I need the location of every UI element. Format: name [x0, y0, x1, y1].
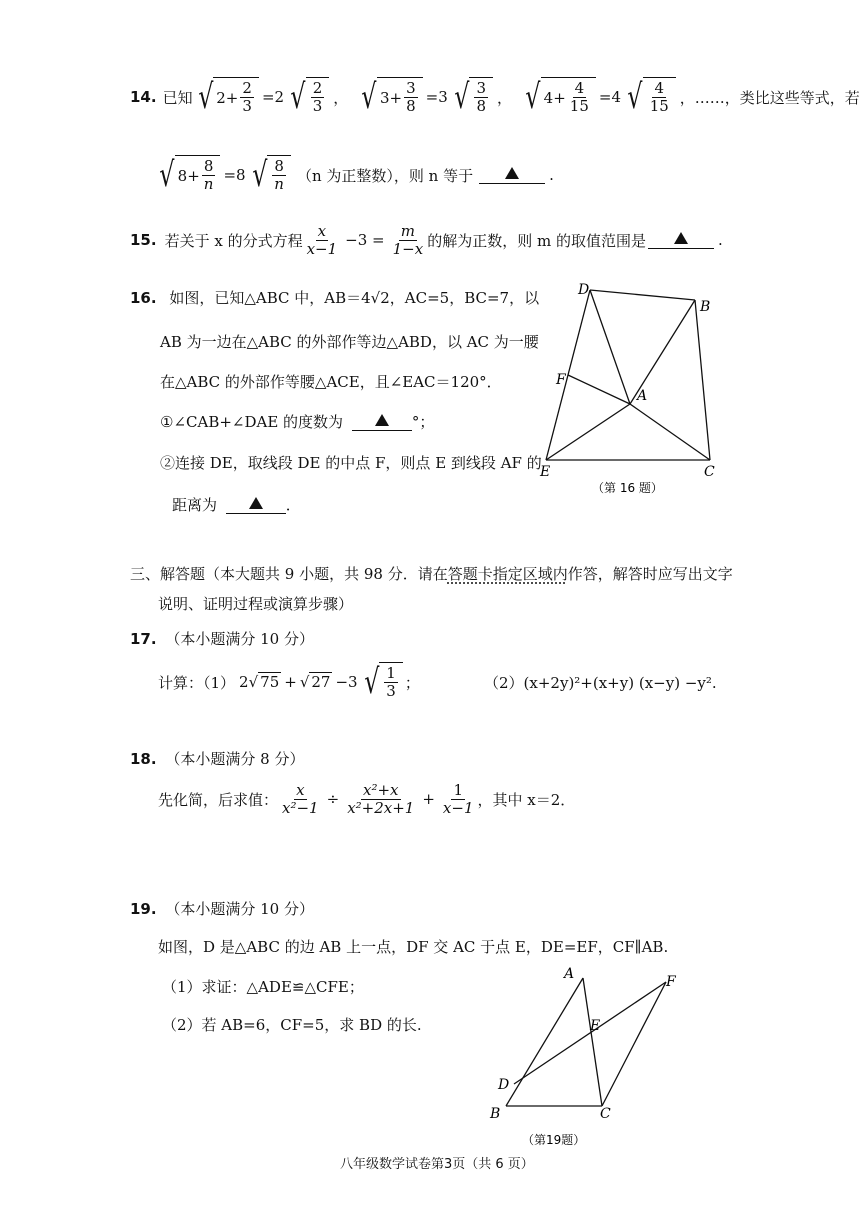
q16-text-line1: 如图，已知△ABC 中，AB＝4√2，AC=5，BC=7，以: [169, 289, 540, 307]
q19-number: 19.: [130, 900, 157, 918]
section3-line1: 三、解答题（本大题共 9 小题，共 98 分．请在答题卡指定区域内作答，解答时应写出文字: [130, 565, 733, 583]
q15-text2: 的解为正数，则 m 的取值范围是: [427, 231, 646, 250]
q16-label-A: A: [637, 388, 648, 404]
q17-number: 17.: [130, 630, 157, 648]
q16-part1-blank[interactable]: [352, 414, 412, 431]
q18-number: 18.: [130, 750, 157, 768]
q14-number: 14.: [130, 88, 157, 106]
q19-label-A: A: [564, 966, 575, 982]
q16-line2: AB 为一边在△ABC 的外部作等边△ABD，以 AC 为一腰: [160, 333, 539, 351]
q14-answer-blank[interactable]: [479, 167, 545, 184]
q17-calc: 计算：（1） 2 √ 75 + √ 27 −3 √ $\frac{1}{3}$ ；: [158, 662, 420, 702]
q19-part1: （1）求证：△ADE≌△CFE；: [162, 978, 364, 996]
q18-header: 18. （本小题满分 8 分）: [130, 750, 305, 768]
q14-eq4: √ 8+ $\frac{8}{n}$: [156, 155, 220, 195]
q19-label-E: E: [590, 1018, 601, 1034]
q16-line1: [130, 287, 539, 308]
q16-label-F: F: [556, 372, 566, 388]
q17-part2: （2）(x+2y)²+(x+y) (x−y) −y².: [484, 674, 717, 692]
q16-label-C: C: [704, 464, 715, 480]
q19-figure: [488, 962, 688, 1152]
q19-caption: （第19题）: [522, 1133, 586, 1147]
q19-label-B: B: [490, 1106, 501, 1122]
q14-line1: 14. 已知 √ 2+ $\frac{2}{3}$ =2 √ $\frac{2}{3}$ ， √ 3+ $\frac{3}{8}$ =3 √ $\frac{3}{8}$ ， √ 4+ $\frac{4}{15}$ =4 √ $\frac{4}{15}$ ，……，类比这些等式，若: [130, 77, 860, 117]
q16-number: 16.: [130, 289, 157, 307]
q16-label-E: E: [540, 464, 551, 480]
triangle-icon: [375, 414, 389, 426]
q14-eq2: √ 3+ $\frac{3}{8}$: [358, 77, 422, 117]
q16-caption: （第 16 题）: [592, 481, 663, 495]
q16-part2b: 距离为 ．: [172, 496, 301, 514]
q14-prefix: 已知: [162, 88, 193, 107]
q19-label-F: F: [666, 974, 676, 990]
q14-eq1: √ 2+ $\frac{2}{3}$: [195, 77, 259, 117]
q16-part1: ①∠CAB+∠DAE 的度数为 °；: [160, 413, 435, 431]
q16-figure: [530, 278, 730, 498]
q14-line2-suffix: （n 为正整数），则 n 等于: [296, 166, 474, 185]
section3-line2: 说明、证明过程或演算步骤）: [158, 595, 354, 613]
q19-label-C: C: [600, 1106, 611, 1122]
q15-answer-blank[interactable]: [648, 232, 714, 249]
q16-line3: 在△ABC 的外部作等腰△ACE，且∠EAC＝120°．: [160, 373, 502, 391]
q16-label-B: B: [700, 299, 711, 315]
q19-line1: 如图，D 是△ABC 的边 AB 上一点，DF 交 AC 于点 E，DE=EF，CF∥AB.: [158, 938, 669, 956]
q15-line: 15. 若关于 x 的分式方程 $\frac{x}{x-1}$ −3 = $\frac{m}{1-x}$ 的解为正数，则 m 的取值范围是 .: [130, 221, 723, 258]
triangle-icon: [674, 232, 688, 244]
q14-eq3: √ 4+ $\frac{4}{15}$: [522, 77, 596, 117]
q19-part2: （2）若 AB=6，CF=5，求 BD 的长.: [162, 1016, 422, 1034]
q19-label-D: D: [498, 1077, 510, 1093]
q14-line2: √ 8+ $\frac{8}{n}$ =8 √ $\frac{8}{n}$ （n 为正整数），则 n 等于 .: [156, 150, 554, 200]
q15-text1: 若关于 x 的分式方程: [164, 231, 303, 250]
q16-part2-blank[interactable]: [226, 497, 286, 514]
q17-header: 17. （本小题满分 10 分）: [130, 630, 314, 648]
triangle-icon: [505, 167, 519, 179]
q19-header: 19. （本小题满分 10 分）: [130, 900, 314, 918]
triangle-icon: [249, 497, 263, 509]
q16-label-D: D: [578, 282, 590, 298]
q15-number: 15.: [130, 231, 157, 249]
page-footer: 八年级数学试卷第3页（共 6 页）: [340, 1157, 534, 1172]
q14-tail: ，……，类比这些等式，若: [679, 88, 860, 107]
q16-part2: ②连接 DE，取线段 DE 的中点 F，则点 E 到线段 AF 的: [160, 454, 542, 472]
q18-expr: 先化简，后求值： $\frac{x}{\text{x²−1}}$ ÷ $\frac{\text{x²+x}}{\text{x²+2x+1}}$ + $\frac{1}{x-1}$ ，其中 x＝2．: [158, 780, 576, 817]
